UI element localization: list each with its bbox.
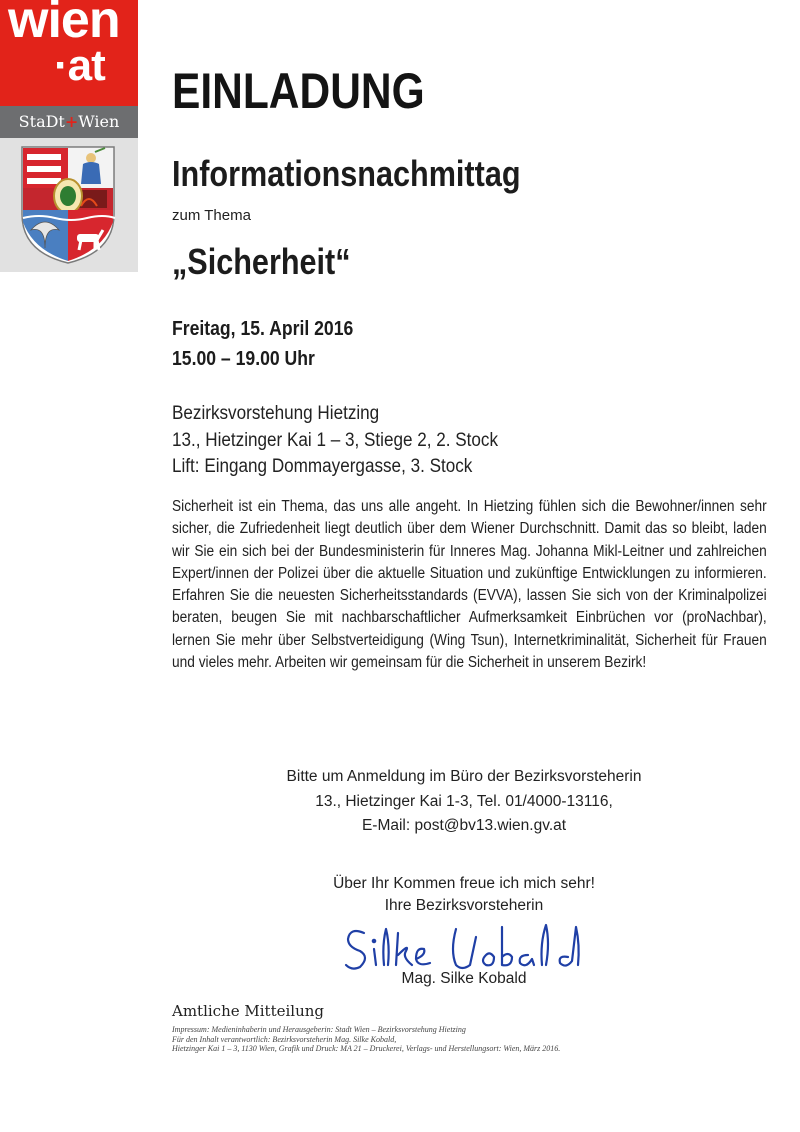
logo-at-text: ·at [54, 41, 105, 90]
registration-block [200, 765, 728, 839]
official-notice: Amtliche Mitteilung [172, 1002, 324, 1020]
stadt-text: StaDt [18, 112, 65, 131]
venue-address: 13., Hietzinger Kai 1 – 3, Stiege 2, 2. Stock [172, 429, 499, 451]
thema-label: zum Thema [172, 207, 251, 224]
closing-block [200, 873, 728, 917]
page-title: EINLADUNG [172, 63, 425, 119]
venue-lift-info: Lift: Eingang Dommayergasse, 3. Stock [172, 456, 473, 477]
venue-name: Bezirksvorstehung Hietzing [172, 403, 380, 424]
registration-email: E-Mail: post@bv13.wien.gv.at [361, 817, 567, 834]
wien-text: Wien [78, 112, 120, 131]
imprint-line: Impressum: Medieninhaberin und Herausgeberin: Stadt Wien – Bezirksvorstehung Hietzing [172, 1025, 466, 1034]
wien-at-logo [0, 0, 138, 106]
imprint [172, 1025, 752, 1054]
stadt-wien-bar [0, 106, 138, 138]
signature-image [340, 915, 600, 977]
signer-name: Mag. Silke Kobald [401, 970, 527, 987]
invitation-paragraph: Sicherheit ist ein Thema, das uns alle angeht. In Hietzing fühlen sich die Bewohner/innen sehr sicher, die Zufriedenheit liegt deutlich über dem Wiener Durchschnitt. Damit das so bleibt, laden wir Sie ein sich bei der Bundesministerin für Inneres Mag. Johanna Mikl-Leitner und zahlreichen Expert/innen der Polizei über die aktuelle Situation und zukünftige Entwicklungen zu informieren. Erfahren Sie die neuesten Sicherheitsstandards (EVVA), lassen Sie sich von der Kriminalpolizei beraten, beugen Sie mit nachbarschaftlicher Aufmerksamkeit Einbrüchen vor (proNachbar), lernen Sie mehr über Selbstverteidigung (Wing Tsun), Internetkriminalität, Sicherheit für Frauen und vieles mehr. Arbeiten wir gemeinsam für die Sicherheit in unserem Bezirk! [172, 498, 767, 672]
venue-block [172, 401, 498, 481]
event-topic: „Sicherheit“ [172, 241, 351, 282]
cross-icon: + [64, 112, 79, 131]
logo-wien-text: wien [8, 0, 120, 49]
event-time: 15.00 – 19.00 Uhr [172, 348, 315, 370]
coat-of-arms-panel [0, 138, 138, 272]
coat-of-arms-icon [19, 144, 117, 266]
registration-address: 13., Hietzinger Kai 1-3, Tel. 01/4000-13116, [315, 792, 613, 810]
event-date: Freitag, 15. April 2016 [172, 318, 354, 340]
event-subtitle: Informationsnachmittag [172, 153, 521, 194]
closing-greeting: Über Ihr Kommen freue ich mich sehr! [333, 875, 595, 892]
closing-role: Ihre Bezirksvorsteherin [384, 897, 544, 914]
imprint-line: Für den Inhalt verantwortlich: Bezirksvorsteherin Mag. Silke Kobald, [172, 1034, 397, 1044]
registration-line: Bitte um Anmeldung im Büro der Bezirksvorsteherin [286, 768, 642, 785]
imprint-line: Hietzinger Kai 1 – 3, 1130 Wien, Grafik und Druck: MA 21 – Druckerei, Verlags- und Herstellungsort: Wien, März 2016. [172, 1044, 561, 1053]
